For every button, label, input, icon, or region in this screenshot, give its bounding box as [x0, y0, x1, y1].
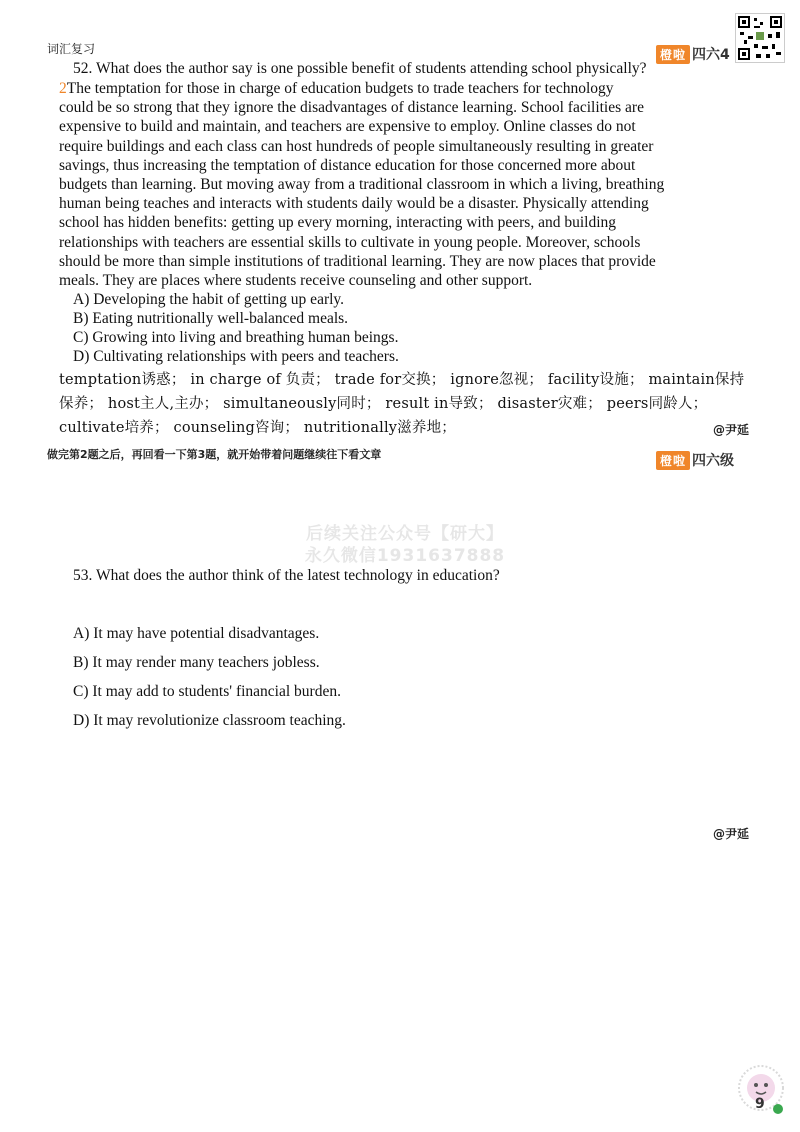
passage-line: require buildings and each class can host hundreds of people simultaneously resulting in greater — [59, 137, 654, 155]
option-c[interactable]: C) It may add to students' financial burden. — [73, 683, 341, 700]
vocab-line: temptation诱惑； in charge of 负责； trade for交换； ignore忽视； facility设施； maintain保持 — [59, 372, 745, 388]
passage-line: relationships with teachers are essential skills to cultivate in young people. Moreover, schools — [59, 233, 641, 251]
option-b[interactable]: B) It may render many teachers jobless. — [73, 654, 320, 671]
page-number-badge — [737, 1062, 785, 1118]
passage-line: The temptation for those in charge of education budgets to trade teachers for technology — [66, 80, 614, 97]
watermark-line: 永久微信1931637888 — [304, 546, 506, 566]
option-c[interactable]: C) Growing into living and breathing human beings. — [73, 329, 399, 346]
page-number: 9 — [755, 1096, 765, 1112]
passage-line: meals. They are places where students receive counseling and other support. — [59, 272, 533, 290]
signature: @尹延 — [713, 423, 750, 437]
section-title: 词汇复习 — [47, 42, 96, 56]
passage-paragraph — [59, 79, 742, 290]
option-d[interactable]: D) Cultivating relationships with peers and teachers. — [73, 348, 399, 365]
passage-line: could be so strong that they ignore the disadvantages of distance learning. School facilities are — [59, 99, 644, 117]
vocab-line: 保养； host主人,主办； simultaneously同时； result in导致； disaster灾难； peers同龄人； — [59, 396, 708, 412]
passage-line: should be more than simple institutions of traditional learning. They are now places that provide — [59, 252, 656, 270]
paragraph-number: 2 — [59, 80, 67, 97]
watermark — [295, 523, 515, 567]
passage-line: savings, thus increasing the temptation of distance education for those concerned more about — [59, 156, 636, 174]
vocabulary-list — [59, 368, 749, 440]
option-d[interactable]: D) It may revolutionize classroom teaching. — [73, 712, 346, 729]
brand-level: 四六级 — [692, 453, 735, 469]
study-note: 做完第2题之后，再回看一下第3题，就开始带着问题继续往下看文章 — [47, 448, 382, 461]
option-a[interactable]: A) Developing the habit of getting up early. — [73, 291, 345, 308]
question-52-title: 52. What does the author say is one possible benefit of students attending school physically? — [73, 60, 647, 77]
passage-line: expensive to build and maintain, and teachers are expensive to employ. Online classes do not — [59, 118, 636, 136]
vocab-line: cultivate培养； counseling咨询； nutritionally滋养地； — [59, 420, 456, 436]
brand-level: 四六4 — [692, 47, 730, 63]
question-53-title: 53. What does the author think of the latest technology in education? — [73, 567, 500, 584]
brand-badge: 橙啦 — [656, 451, 690, 470]
passage-line: budgets than learning. But moving away from a traditional classroom in which a living, breathing — [59, 176, 665, 194]
option-a[interactable]: A) It may have potential disadvantages. — [73, 625, 320, 642]
option-b[interactable]: B) Eating nutritionally well-balanced meals. — [73, 310, 349, 327]
brand-logo-mid — [656, 450, 734, 470]
passage-line: human being teaches and interacts with students daily would be a disaster. Physically attending — [59, 195, 649, 213]
passage-line: school has hidden benefits: getting up every morning, interacting with peers, and building — [59, 214, 617, 232]
watermark-line: 后续关注公众号【研大】 — [306, 524, 504, 544]
qr-code-icon — [735, 13, 785, 63]
brand-badge: 橙啦 — [656, 45, 690, 64]
signature: @尹延 — [713, 827, 750, 841]
